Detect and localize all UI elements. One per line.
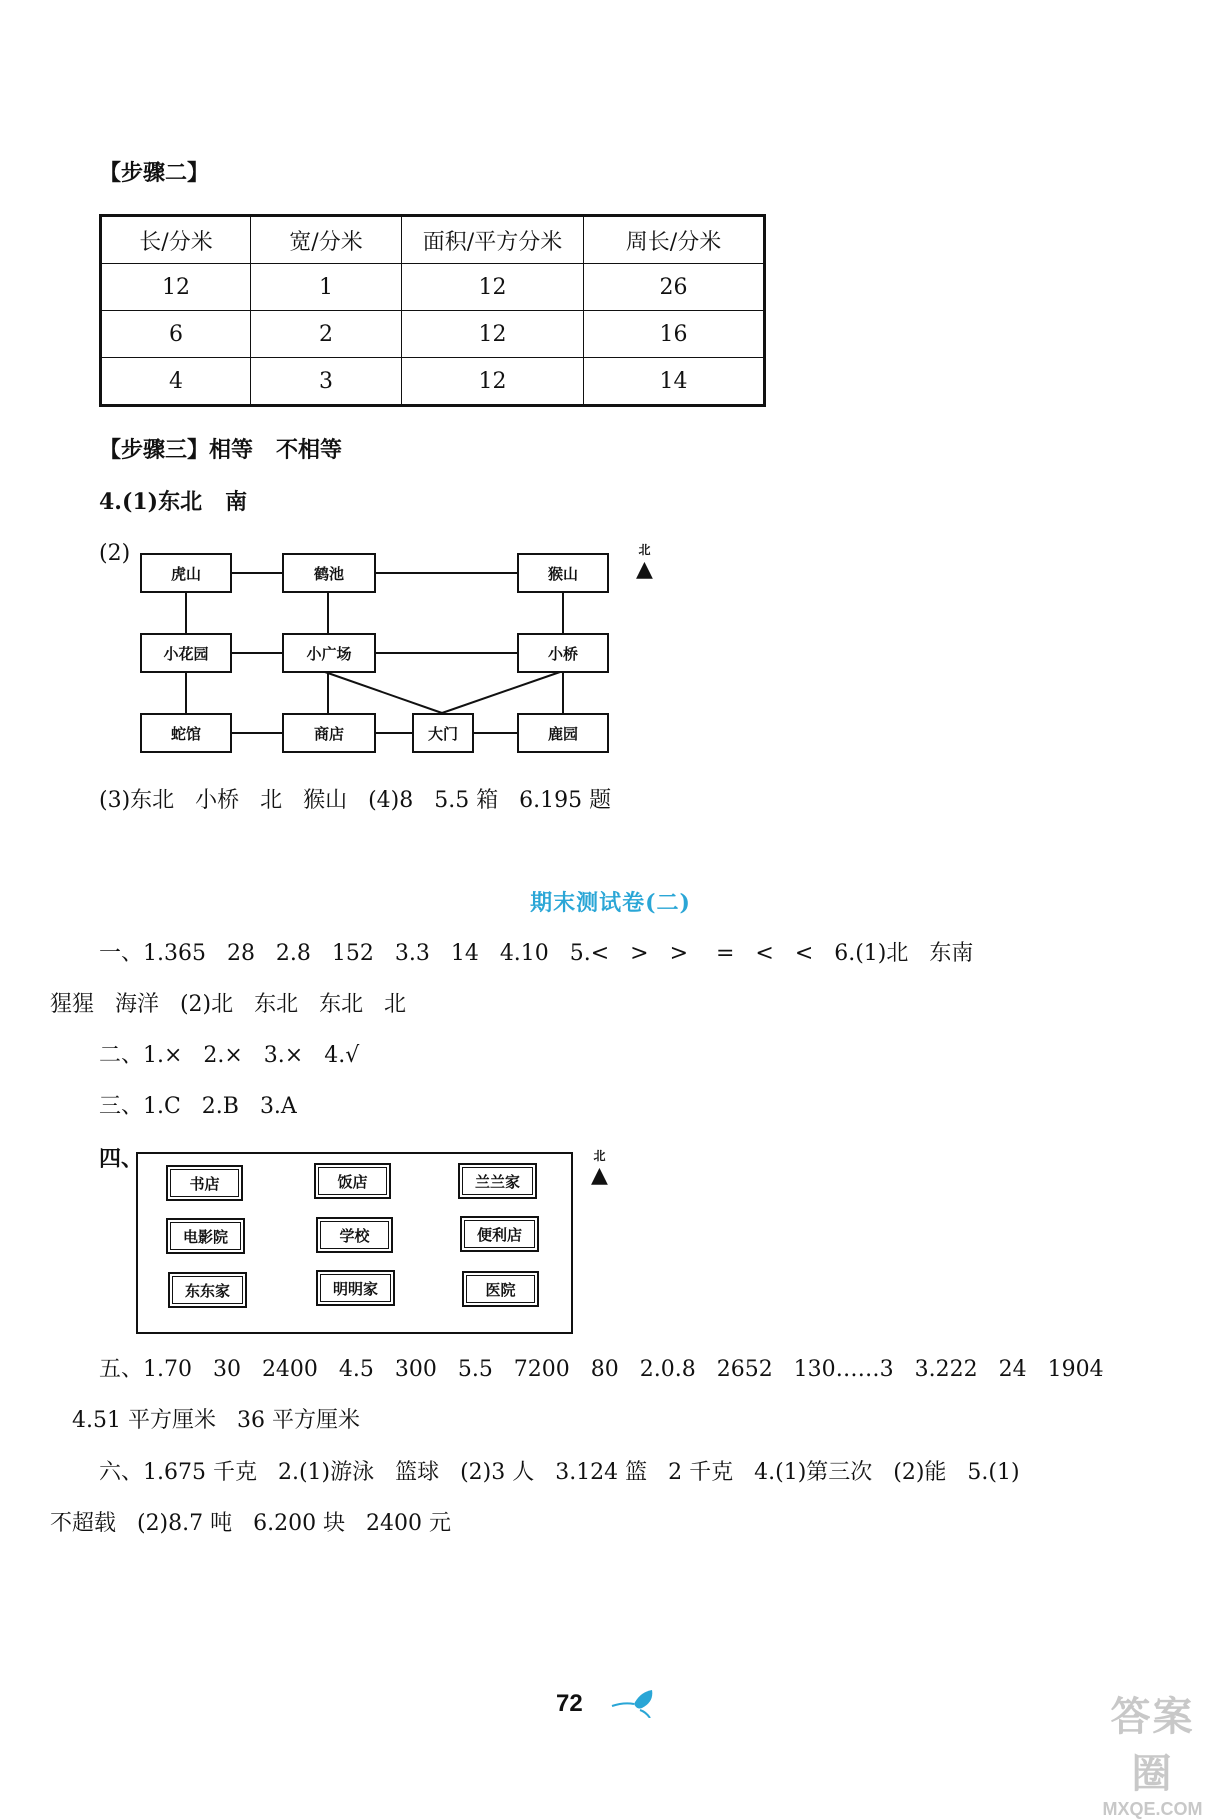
question4-part3-line: (3)东北 小桥 北 猴山 (4)8 5.5 箱 6.195 题 bbox=[99, 788, 612, 813]
table-cell: 12 bbox=[402, 358, 584, 406]
north-arrow-icon: ▲ bbox=[591, 1162, 608, 1188]
table-cell: 14 bbox=[584, 358, 765, 406]
map1-box-tiger-hill: 虎山 bbox=[140, 553, 232, 593]
map1-box-gate: 大门 bbox=[412, 713, 474, 753]
map2-box-school: 学校 bbox=[316, 1217, 393, 1253]
part3-line: 三、1.C 2.B 3.A bbox=[99, 1094, 297, 1119]
table-header: 面积/平方分米 bbox=[402, 216, 584, 264]
table-header: 宽/分米 bbox=[251, 216, 402, 264]
table-cell: 3 bbox=[251, 358, 402, 406]
map1-box-small-square: 小广场 bbox=[282, 633, 376, 673]
table-cell: 2 bbox=[251, 311, 402, 358]
map1-box-deer-park: 鹿园 bbox=[517, 713, 609, 753]
map1-box-snake-house: 蛇馆 bbox=[140, 713, 232, 753]
map1-box-small-garden: 小花园 bbox=[140, 633, 232, 673]
part2-line: 二、1.× 2.× 3.× 4.√ bbox=[99, 1043, 360, 1068]
table-cell: 26 bbox=[584, 264, 765, 311]
table-cell: 1 bbox=[251, 264, 402, 311]
table-cell: 12 bbox=[402, 264, 584, 311]
map1-box-shop: 商店 bbox=[282, 713, 376, 753]
map1-box-crane-pond: 鹤池 bbox=[282, 553, 376, 593]
step3-line: 【步骤三】相等 不相等 bbox=[99, 437, 342, 463]
watermark-sub: MXQE.COM bbox=[1102, 1799, 1203, 1819]
part6-line1: 六、1.675 千克 2.(1)游泳 篮球 (2)3 人 3.124 篮 2 千克 4.(1)第三次 (2)能 5.(1) bbox=[99, 1460, 1020, 1485]
section-title: 期末测试卷(二) bbox=[530, 890, 691, 916]
table-cell: 16 bbox=[584, 311, 765, 358]
table-header: 周长/分米 bbox=[584, 216, 765, 264]
question4-line1: 4.(1)东北 南 bbox=[99, 489, 248, 515]
map2-box-restaurant: 饭店 bbox=[314, 1163, 391, 1199]
map2-box-dongdong-home: 东东家 bbox=[168, 1272, 247, 1308]
table-cell: 4 bbox=[101, 358, 251, 406]
table-cell: 12 bbox=[101, 264, 251, 311]
north-label: 北 bbox=[593, 1149, 606, 1163]
map2-box-lanlan-home: 兰兰家 bbox=[458, 1163, 537, 1199]
part5-line1: 五、1.70 30 2400 4.5 300 5.5 7200 80 2.0.8 2652 130……3 3.222 24 1904 bbox=[99, 1357, 1104, 1382]
part1-line2: 猩猩 海洋 (2)北 东北 东北 北 bbox=[50, 992, 407, 1017]
step2-label: 【步骤二】 bbox=[99, 160, 210, 186]
part4-label: 四、 bbox=[99, 1146, 144, 1172]
watermark-main: 答案圈 bbox=[1110, 1695, 1195, 1796]
page-number: 72 bbox=[556, 1690, 583, 1717]
map2-box-hospital: 医院 bbox=[462, 1271, 539, 1307]
table-header: 长/分米 bbox=[101, 216, 251, 264]
map2-box-bookstore: 书店 bbox=[166, 1165, 243, 1201]
north-label: 北 bbox=[638, 543, 651, 557]
map1-north-indicator bbox=[636, 544, 653, 580]
watermark-logo bbox=[1090, 1685, 1215, 1820]
part1-line1: 一、1.365 28 2.8 152 3.3 14 4.10 5.< > > = < < 6.(1)北 东南 bbox=[99, 941, 974, 966]
table-cell: 12 bbox=[402, 311, 584, 358]
map2-box-mingming-home: 明明家 bbox=[316, 1270, 395, 1306]
leaf-decoration-icon bbox=[610, 1688, 664, 1718]
part6-line2: 不超载 (2)8.7 吨 6.200 块 2400 元 bbox=[50, 1511, 452, 1536]
question4-part2-label: (2) bbox=[99, 541, 131, 566]
table-cell: 6 bbox=[101, 311, 251, 358]
map1-box-monkey-hill: 猴山 bbox=[517, 553, 609, 593]
part5-line2: 4.51 平方厘米 36 平方厘米 bbox=[72, 1408, 360, 1433]
map2-box-cinema: 电影院 bbox=[166, 1218, 245, 1254]
map1-box-small-bridge: 小桥 bbox=[517, 633, 609, 673]
north-arrow-icon: ▲ bbox=[636, 556, 653, 582]
map2-box-convenience-store: 便利店 bbox=[460, 1216, 539, 1252]
map2-north-indicator bbox=[591, 1150, 608, 1186]
